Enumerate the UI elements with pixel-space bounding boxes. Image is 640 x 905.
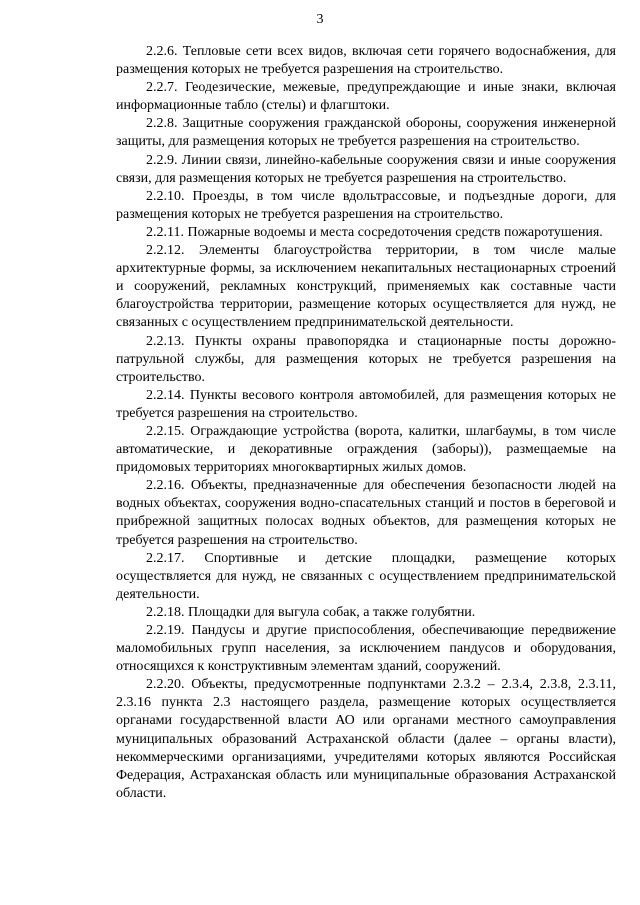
paragraph-2-2-7: 2.2.7. Геодезические, межевые, предупреждающие и иные знаки, включая информационные табло (стелы) и флагштоки.: [116, 80, 616, 114]
paragraph-2-2-16: 2.2.16. Объекты, предназначенные для обеспечения безопасности людей на водных объектах, сооружения водно-спасательных станций и постов в береговой и прибрежной защитных полосах водных объектов, для размещения которых не требуется разрешения на строительство.: [116, 478, 616, 548]
paragraph-2-2-11: 2.2.11. Пожарные водоемы и места сосредоточения средств пожаротушения.: [146, 224, 603, 240]
paragraph-2-2-15: 2.2.15. Ограждающие устройства (ворота, калитки, шлагбаумы, в том числе автоматические, и декоративные ограждения (заборы)), размещаемые на придомовых территориях многоквартирных жилых домов.: [116, 423, 616, 476]
paragraph-2-2-14: 2.2.14. Пункты весового контроля автомобилей, для размещения которых не требуется разрешения на строительство.: [116, 387, 616, 421]
paragraph-2-2-9: 2.2.9. Линии связи, линейно-кабельные сооружения связи и иные сооружения связи, для размещения которых не требуется разрешения на строительство.: [116, 152, 616, 186]
page-number: 3: [316, 12, 324, 27]
paragraph-2-2-18: 2.2.18. Площадки для выгула собак, а также голубятни.: [146, 604, 476, 620]
paragraph-2-2-10: 2.2.10. Проезды, в том числе вдольтрассовые, и подъездные дороги, для размещения которых не требуется разрешения на строительство.: [116, 188, 616, 222]
paragraph-2-2-20: 2.2.20. Объекты, предусмотренные подпунктами 2.3.2 – 2.3.4, 2.3.8, 2.3.11, 2.3.16 пункта 2.3 настоящего раздела, размещение которых осуществляется органами государственной власти АО или органами местного самоуправления муниципальных образований Астраханской области (далее – органы власти), некоммерческими организациями, учредителями которых являются Российская Федерация, Астраханская область или муниципальные образования Астраханской области.: [116, 677, 616, 801]
document-body: [116, 43, 616, 803]
paragraph-2-2-6: 2.2.6. Тепловые сети всех видов, включая сети горячего водоснабжения, для размещения которых не требуется разрешения на строительство.: [116, 44, 616, 78]
paragraph-2-2-8: 2.2.8. Защитные сооружения гражданской обороны, сооружения инженерной защиты, для размещения которых не требуется разрешения на строительство.: [116, 116, 616, 150]
paragraph-2-2-12: 2.2.12. Элементы благоустройства территории, в том числе малые архитектурные формы, за исключением некапитальных нестационарных строений и сооружений, рекламных конструкций, применяемых как составные части благоустройства территории, размещение которых осуществляется для нужд, не связанных с осуществлением предпринимательской деятельности.: [116, 243, 616, 331]
paragraph-2-2-19: 2.2.19. Пандусы и другие приспособления, обеспечивающие передвижение маломобильных групп населения, за исключением пандусов и оборудования, относящихся к конструктивным элементам зданий, сооружений.: [116, 623, 616, 675]
paragraph-2-2-17: 2.2.17. Спортивные и детские площадки, размещение которых осуществляется для нужд, не связанных с осуществлением предпринимательской деятельности.: [116, 550, 616, 602]
paragraph-2-2-13: 2.2.13. Пункты охраны правопорядка и стационарные посты дорожно-патрульной службы, для размещения которых не требуется разрешения на строительство.: [116, 333, 616, 385]
